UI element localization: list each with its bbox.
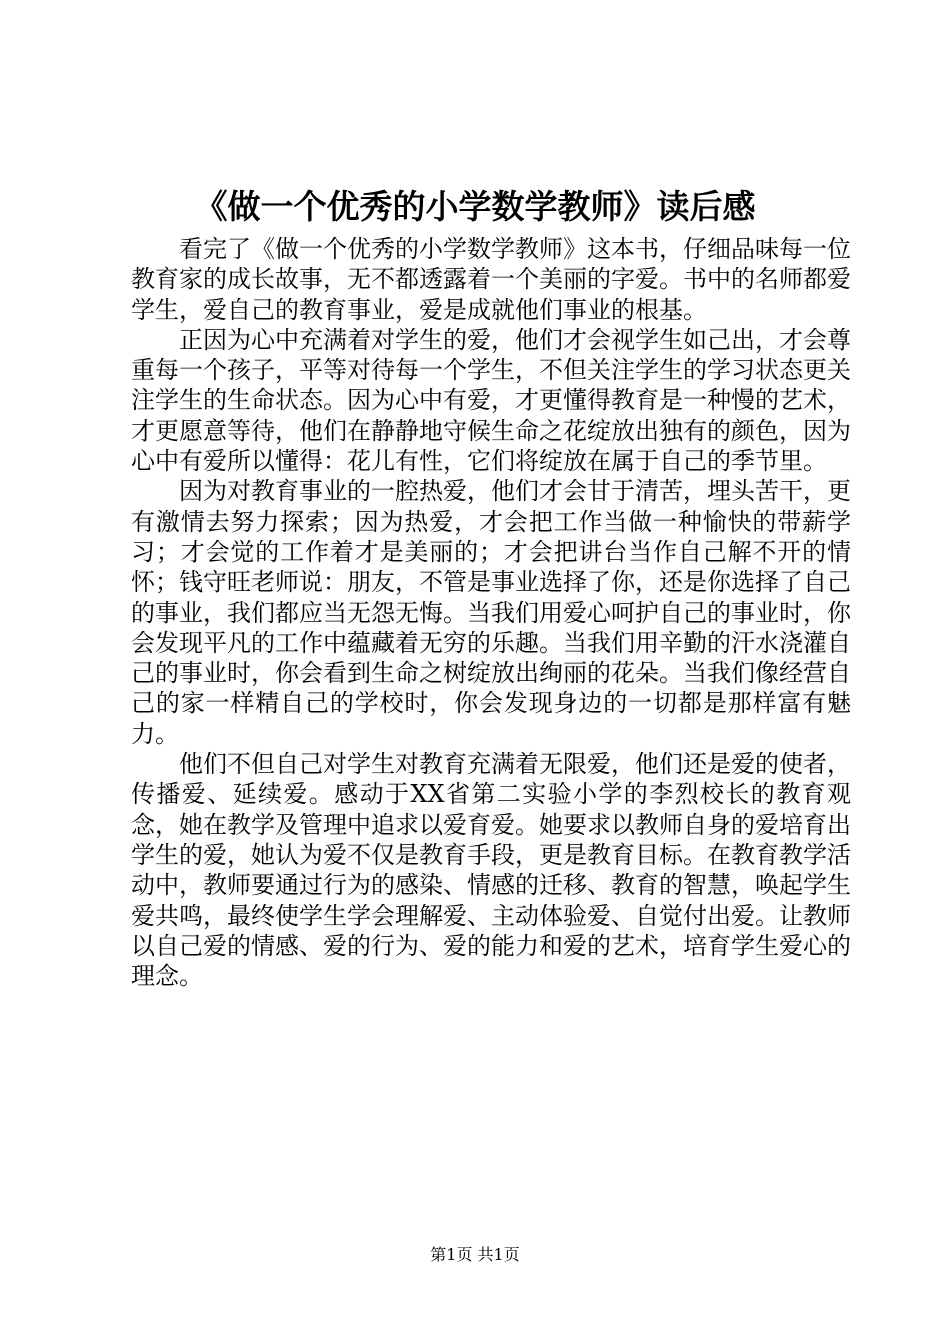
paragraph-3: 因为对教育事业的一腔热爱，他们才会甘于清苦，埋头苦干，更有激情去努力探索；因为热爱，才会把工作当做一种愉快的带薪学习；才会觉的工作着才是美丽的；才会把讲台当作自己解不开的情怀；钱守旺老师说：朋友，不管是事业选择了你，还是你选择了自己的事业，我们都应当无怨无悔。当我们用爱心呵护自己的事业时，你会发现平凡的工作中蕴藏着无穷的乐趣。当我们用辛勤的汗水浇灌自己的事业时，你会看到生命之树绽放出绚丽的花朵。当我们像经营自己的家一样精自己的学校时，你会发现身边的一切都是那样富有魅力。	[131, 477, 851, 748]
page-footer: 第1页 共1页	[430, 1245, 520, 1264]
paragraph-1: 看完了《做一个优秀的小学数学教师》这本书，仔细品味每一位教育家的成长故事，无不都透露着一个美丽的字爱。书中的名师都爱学生，爱自己的教育事业，爱是成就他们事业的根基。	[131, 235, 851, 324]
document-title: 《做一个优秀的小学数学教师》读后感	[194, 187, 756, 226]
paragraph-4: 他们不但自己对学生对教育充满着无限爱，他们还是爱的使者，传播爱、延续爱。感动于XX省第二实验小学的李烈校长的教育观念，她在教学及管理中追求以爱育爱。她要求以教师自身的爱培育出学生的爱，她认为爱不仅是教育手段，更是教育目标。在教育教学活动中，教师要通过行为的感染、情感的迁移、教育的智慧，唤起学生爱共鸣，最终使学生学会理解爱、主动体验爱、自觉付出爱。让教师以自己爱的情感、爱的行为、爱的能力和爱的艺术，培育学生爱心的理念。	[131, 750, 851, 991]
document-body	[131, 234, 851, 991]
paragraph-2: 正因为心中充满着对学生的爱，他们才会视学生如己出，才会尊重每一个孩子，平等对待每一个学生，不但关注学生的学习状态更关注学生的生命状态。因为心中有爱，才更懂得教育是一种慢的艺术，才更愿意等待，他们在静静地守候生命之花绽放出独有的颜色，因为心中有爱所以懂得：花儿有性，它们将绽放在属于自己的季节里。	[131, 325, 851, 476]
